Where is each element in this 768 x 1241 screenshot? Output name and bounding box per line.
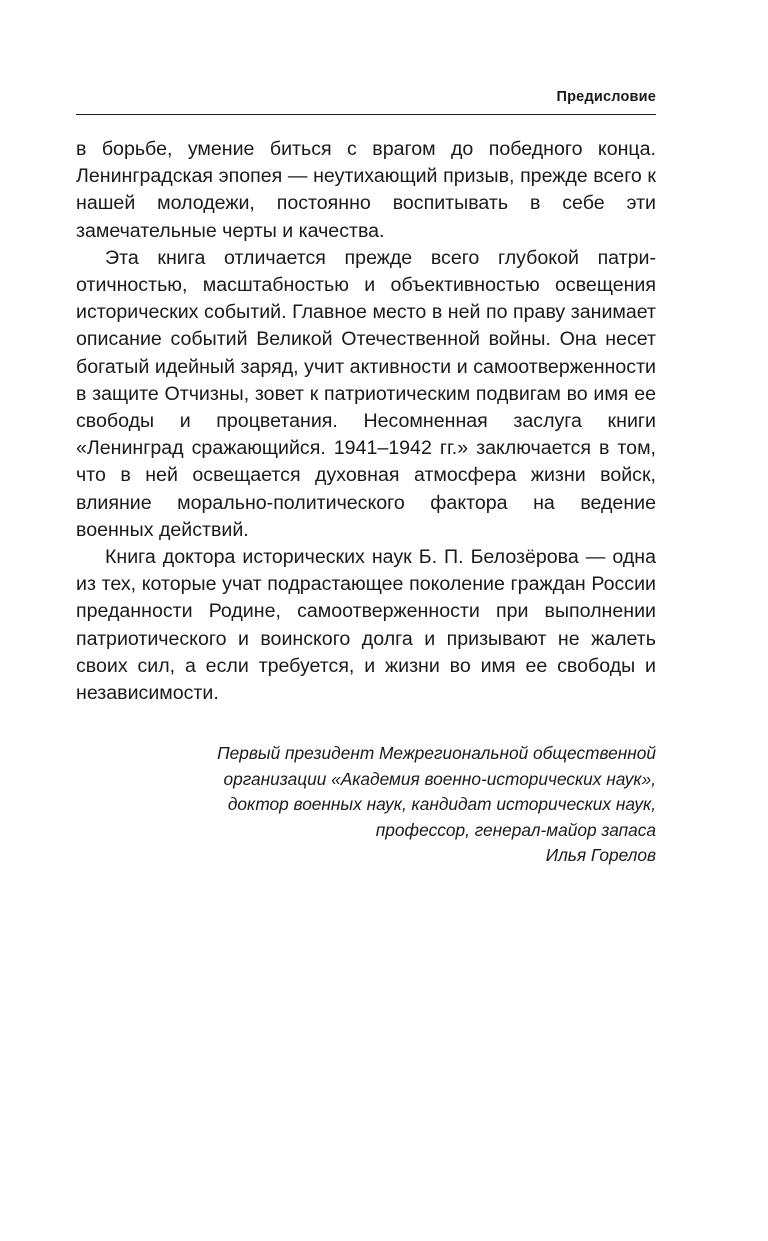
paragraph-continued: в борьбе, умение биться с врагом до победного конца. Ленинградская эпопея — неутихающий призыв, прежде всего к нашей молодежи, постоянно воспитывать в себе эти замечательные черты и качества. <box>76 138 656 242</box>
signature-line-organization: организации «Академия военно-исторических наук», <box>223 768 656 789</box>
paragraph-book-description: Эта книга отличается прежде всего глубокой патриотичностью, масштабностью и объективностью освещения исторических событий. Главное место в ней по праву занимает описание событий Великой Отечественной войны. Она несет богатый идейный заряд, учит активности и самоотверженности в защите Отчизны, зовет к патриотическим подвигам во имя ее свободы и процветания. Несомненная заслуга книги «Ленинград сражающийся. 1941–1942 гг.» заключается в том, что в ней освещается духовная атмосфера жизни войск, влияние морально-политического фактора на ведение военных действий. <box>76 246 656 541</box>
signature-line-rank: профессор, генерал-майор запаса <box>375 819 656 840</box>
body-text <box>76 136 656 707</box>
signature-block <box>76 741 656 869</box>
signature-line-position: Первый президент Межрегиональной общественной <box>217 743 656 763</box>
book-page <box>76 0 656 1241</box>
paragraph-author-book: Книга доктора исторических наук Б. П. Белозёрова — одна из тех, которые учат подрастающее поколение граждан России преданности Родине, самоотверженности при выполнении патриотического и воинского долга и призывают не жалеть своих сил, а если требуется, и жизни во имя ее свободы и независимости. <box>76 546 656 705</box>
running-header: Предисловие <box>556 89 656 105</box>
signature-line-degrees: доктор военных наук, кандидат исторических наук, <box>227 794 656 815</box>
signature-name: Илья Горелов <box>545 845 656 866</box>
header-rule <box>76 114 656 115</box>
